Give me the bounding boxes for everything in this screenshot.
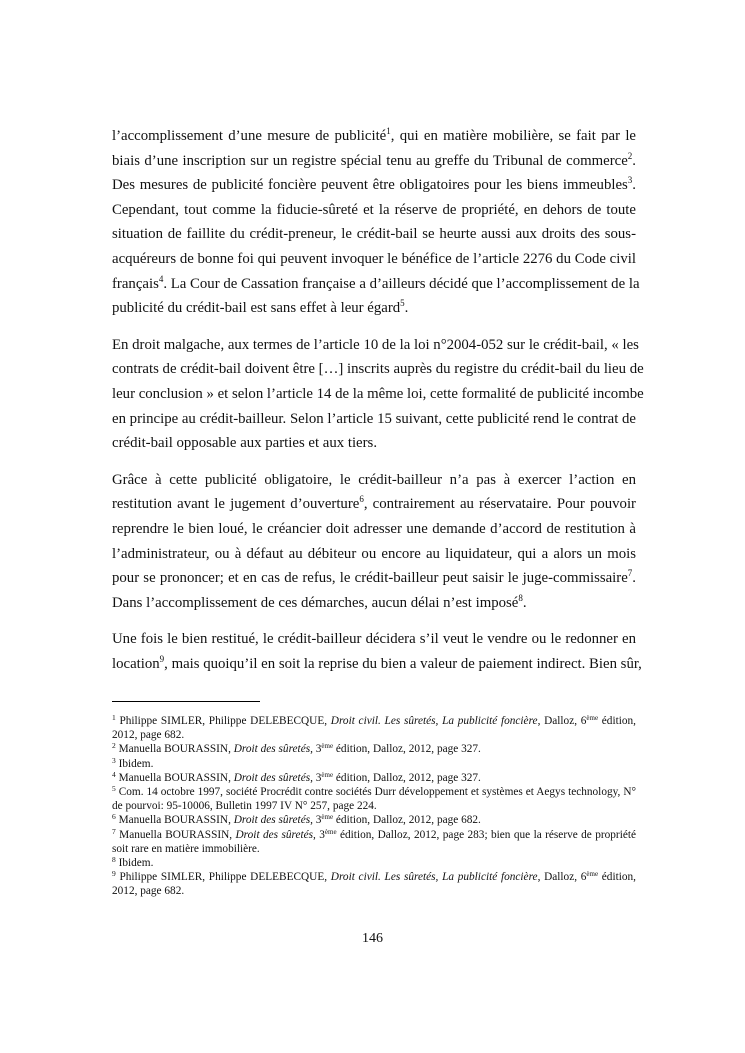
footnote: [112, 813, 636, 827]
footnote-text: édition, Dalloz, 2012, page 327.: [333, 743, 481, 756]
superscript: ème: [324, 827, 337, 836]
footnote-text: 3: [312, 743, 322, 756]
text-run: .: [522, 594, 527, 611]
text-run: reprendre le bien loué, le créancier doit adresser une demande d’accord de restitution à: [112, 520, 636, 537]
superscript: ème: [586, 714, 599, 722]
text-line: [112, 247, 636, 272]
text-line: [112, 468, 636, 493]
paragraph: [112, 627, 642, 676]
text-run: En droit malgache, aux termes de l’article 10 de la loi n°2004-052 sur le crédit-bail, « les: [112, 336, 639, 353]
book-title: Droit civil. Les sûretés, La publicité foncière: [330, 871, 538, 884]
body-text: [112, 124, 644, 688]
text-run: publicité du crédit-bail est sans effet à leur égard: [112, 300, 401, 317]
footnote-text: édition, Dalloz, 2012, page 283; bien que la réserve de propriété soit rare en matière immobilière.: [112, 828, 636, 855]
footnote-text: Manuella BOURASSIN,: [119, 828, 236, 841]
footnote: [112, 757, 636, 771]
footnote-number: 8: [112, 855, 116, 865]
text-line: [112, 173, 636, 198]
text-run: Dans l’accomplissement de ces démarches, aucun délai n’est imposé: [112, 594, 519, 611]
superscript: ème: [321, 742, 334, 751]
footnote-ref[interactable]: 3: [627, 175, 633, 186]
footnote-text: 3: [312, 771, 322, 784]
text-line: [112, 517, 636, 542]
footnote-text: Ibidem.: [118, 857, 154, 870]
text-run: pour se prononcer; et en cas de refus, le crédit-bailleur peut saisir le juge-commissaire: [112, 570, 628, 587]
footnote-text: Manuella BOURASSIN,: [118, 814, 234, 827]
footnote-number: 9: [112, 869, 116, 879]
footnote: [112, 742, 636, 756]
footnote-ref[interactable]: 1: [386, 126, 391, 136]
text-line: [112, 382, 644, 407]
text-run: crédit-bail opposable aux parties et aux tiers.: [112, 435, 378, 452]
text-line: [112, 407, 636, 432]
superscript: ème: [321, 813, 334, 822]
text-line: [112, 272, 640, 297]
footnotes: [112, 714, 636, 899]
footnote-text: Manuella BOURASSIN,: [118, 771, 234, 784]
page-number: 146: [362, 931, 383, 946]
footnote-ref[interactable]: 2: [627, 150, 633, 161]
footnote-ref[interactable]: 4: [158, 273, 164, 284]
paragraph: [112, 124, 640, 321]
footnote-text: Ibidem.: [118, 757, 154, 770]
text-run: .: [404, 300, 409, 317]
book-title: Droit civil. Les sûretés, La publicité foncière: [330, 715, 538, 727]
text-run: l’administrateur, ou à défaut au débiteur ou encore au liquidateur, qui a alors un mois: [112, 545, 636, 562]
footnote-text: 3: [312, 814, 322, 827]
book-title: Droit des sûretés,: [233, 771, 313, 784]
text-run: français: [112, 275, 159, 292]
footnote-text: édition, Dalloz, 2012, page 682.: [333, 814, 481, 827]
footnote: [112, 828, 636, 856]
text-line: [112, 124, 636, 149]
book-title: Droit des sûretés,: [233, 743, 313, 756]
footnote-text: Philippe SIMLER, Philippe DELEBECQUE,: [119, 715, 331, 727]
text-run: , mais quoiqu’il en soit la reprise du bien a valeur de paiement indirect. Bien sûr,: [164, 655, 642, 672]
text-line: [112, 333, 639, 358]
book-title: Droit des sûretés,: [233, 814, 313, 827]
footnote-text: édition, Dalloz, 2012, page 327.: [333, 771, 481, 784]
footnote-number: 6: [112, 812, 116, 822]
footnote: [112, 771, 636, 785]
footnote-number: 4: [112, 769, 116, 779]
superscript: ème: [321, 770, 334, 779]
text-run: Des mesures de publicité foncière peuvent être obligatoires pour les biens immeubles: [112, 177, 628, 194]
text-line: [112, 542, 636, 567]
text-line: [112, 296, 636, 321]
footnote-separator: [112, 701, 260, 702]
text-line: [112, 222, 636, 247]
text-run: Une fois le bien restitué, le crédit-bailleur décidera s’il veut le vendre ou le redonner en: [112, 631, 636, 648]
footnote-number: 7: [112, 826, 116, 836]
text-run: .: [632, 570, 636, 587]
footnote-text: Philippe SIMLER, Philippe DELEBECQUE,: [119, 871, 331, 884]
footnote-text: Manuella BOURASSIN,: [118, 743, 234, 756]
text-line: [112, 492, 636, 517]
text-run: Grâce à cette publicité obligatoire, le crédit-bailleur n’a pas à exercer l’action en: [112, 471, 636, 488]
footnote-text: édition, 2012, page 682.: [112, 871, 636, 898]
text-line: [112, 149, 636, 174]
footnote-text: , Dalloz, 6: [537, 871, 587, 884]
text-run: .: [632, 152, 636, 169]
footnote-number: 2: [112, 741, 116, 751]
book-title: Droit des sûretés,: [235, 828, 316, 841]
footnote-ref[interactable]: 7: [627, 568, 633, 579]
text-line: [112, 652, 642, 677]
text-run: .: [632, 177, 636, 194]
text-run: leur conclusion » et selon l’article 14 de la même loi, cette formalité de publicité incombe: [112, 385, 644, 402]
text-line: [112, 566, 636, 591]
superscript: ème: [586, 870, 599, 879]
text-line: [112, 627, 636, 652]
footnote-number: 1: [112, 713, 116, 722]
text-run: . La Cour de Cassation française a d’ailleurs décidé que l’accomplissement de la: [163, 275, 640, 292]
footnote-ref[interactable]: 6: [359, 494, 364, 505]
text-run: acquéreurs de bonne foi qui peuvent invoquer le bénéfice de l’article 2276 du Code civil: [112, 250, 636, 267]
footnote: [112, 870, 636, 898]
text-run: , qui en matière mobilière, se fait par le: [390, 128, 636, 144]
footnote-ref[interactable]: 8: [518, 592, 523, 603]
text-run: restitution avant le jugement d’ouverture: [112, 496, 360, 513]
text-line: [112, 591, 636, 616]
text-run: situation de faillite du crédit-preneur, le crédit-bail se heurte aussi aux droits des sous-: [112, 226, 636, 243]
text-line: [112, 431, 636, 456]
text-line: [112, 198, 636, 223]
footnote-text: édition, 2012, page 682.: [112, 715, 636, 742]
footnote-ref[interactable]: 9: [159, 653, 165, 664]
text-run: Cependant, tout comme la fiducie-sûreté et la réserve de propriété, en dehors de toute: [112, 201, 636, 218]
footnote-text: Com. 14 octobre 1997, société Procrédit contre sociétés Durr développement et systèmes et Aegys technology, N° de pourvoi: 95-10006, Bulletin 1997 IV N° 257, page 224.: [112, 786, 636, 813]
text-line: [112, 357, 644, 382]
text-run: biais d’une inscription sur un registre spécial tenu au greffe du Tribunal de commerce: [112, 152, 628, 169]
footnote-text: 3: [315, 828, 325, 841]
text-run: location: [112, 655, 160, 672]
footnote: [112, 714, 636, 742]
text-run: contrats de crédit-bail doivent être […] inscrits auprès du registre du crédit-bail du lieu de: [112, 361, 644, 378]
footnote-text: , Dalloz, 6: [537, 715, 587, 727]
footnote-ref[interactable]: 5: [400, 298, 405, 309]
footnote-number: 3: [112, 755, 116, 765]
footnote: [112, 856, 636, 870]
text-run: , contrairement au réservataire. Pour pouvoir: [363, 496, 636, 513]
footnote-number: 5: [112, 784, 116, 794]
paragraph: [112, 468, 636, 616]
text-run: en principe au crédit-bailleur. Selon l’article 15 suivant, cette publicité rend le contrat de: [112, 410, 636, 427]
text-run: l’accomplissement d’une mesure de publicité: [112, 128, 387, 144]
paragraph: [112, 333, 644, 456]
footnote: [112, 785, 636, 813]
